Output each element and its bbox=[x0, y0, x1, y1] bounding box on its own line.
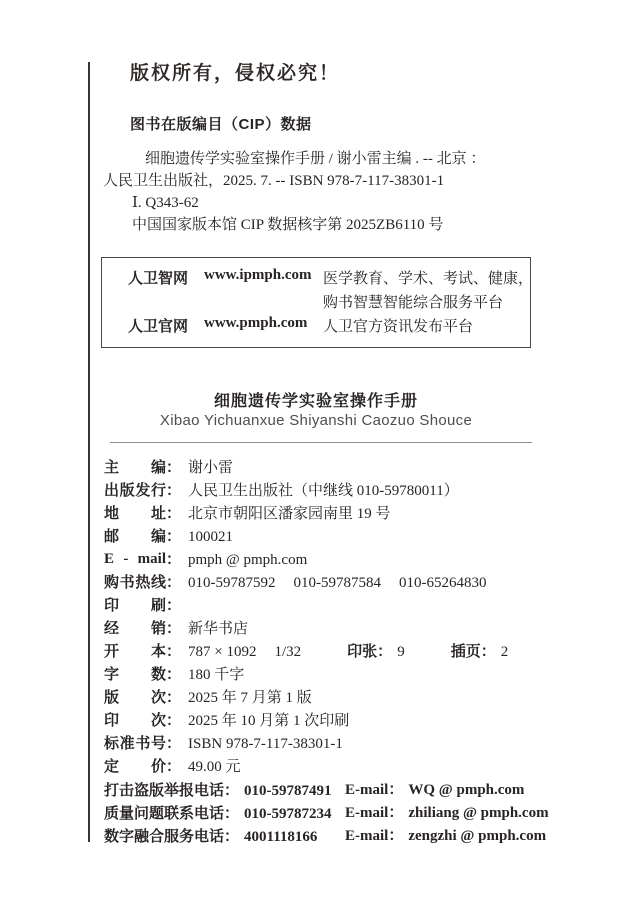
hotline-colon: ： bbox=[388, 828, 404, 844]
hotline-email-block bbox=[345, 802, 549, 825]
detail-row bbox=[104, 479, 508, 502]
hotline-phone: 010-59787491 bbox=[244, 783, 332, 799]
hotline-email-address: WQ @ pmph.com bbox=[408, 782, 525, 798]
detail-row bbox=[104, 594, 508, 617]
detail-value: 1/32 bbox=[274, 644, 302, 660]
detail-value: 北京市朝阳区潘家园南里 19 号 bbox=[188, 506, 391, 522]
detail-value: 2025 年 10 月第 1 次印刷 bbox=[188, 713, 350, 729]
detail-label: 版次 bbox=[104, 689, 166, 706]
detail-value: 2025 年 7 月第 1 版 bbox=[188, 690, 312, 706]
hotline-colon: ： bbox=[388, 805, 404, 821]
hotline-list bbox=[104, 779, 549, 848]
detail-extra-value: 9 bbox=[397, 644, 405, 660]
platform-box-line bbox=[102, 291, 530, 313]
detail-colon: ： bbox=[166, 459, 182, 476]
cip-line: 人民卫生出版社，2025. 7. -- ISBN 978-7-117-38301-1 bbox=[103, 173, 445, 189]
platform-name: 人卫智网 bbox=[128, 270, 189, 287]
cip-line: Ⅰ. Q343-62 bbox=[132, 195, 199, 211]
detail-value: 010-65264830 bbox=[399, 575, 487, 591]
copyright-notice: 版权所有，侵权必究！ bbox=[130, 63, 341, 84]
detail-colon: ： bbox=[166, 620, 182, 637]
hotline-phone: 4001118166 bbox=[244, 829, 318, 845]
detail-row bbox=[104, 732, 508, 755]
detail-value: 787 × 1092 bbox=[188, 644, 257, 660]
detail-colon: ： bbox=[166, 505, 182, 522]
book-title-zh: 细胞遗传学实验室操作手册 bbox=[213, 393, 418, 410]
hotline-colon: ： bbox=[388, 782, 404, 798]
detail-row bbox=[104, 640, 508, 663]
platform-url: www.pmph.com bbox=[204, 315, 308, 331]
detail-colon: ： bbox=[166, 689, 182, 706]
detail-label: 地址 bbox=[104, 505, 166, 522]
detail-colon: ： bbox=[166, 482, 182, 499]
detail-colon: ： bbox=[166, 643, 182, 660]
detail-value: 人民卫生出版社（中继线 010-59780011） bbox=[188, 483, 459, 499]
detail-label: 经销 bbox=[104, 620, 166, 637]
platform-box-line bbox=[102, 315, 530, 337]
hotline-email-label: E-mail bbox=[345, 828, 389, 844]
detail-label: 标准书号 bbox=[104, 735, 166, 752]
detail-label: 出版发行 bbox=[104, 482, 166, 499]
detail-row bbox=[104, 502, 508, 525]
detail-value: ISBN 978-7-117-38301-1 bbox=[188, 736, 343, 752]
detail-extra bbox=[451, 643, 509, 660]
detail-label: 邮编 bbox=[104, 528, 166, 545]
detail-row bbox=[104, 525, 508, 548]
detail-label: 印次 bbox=[104, 712, 166, 729]
detail-extra-value: 2 bbox=[500, 644, 509, 660]
detail-colon: ： bbox=[480, 643, 496, 660]
hotline-email-label: E-mail bbox=[345, 805, 389, 821]
detail-row bbox=[104, 755, 508, 778]
hotline-phone: 010-59787234 bbox=[244, 806, 332, 822]
detail-row bbox=[104, 617, 508, 640]
detail-row bbox=[104, 663, 508, 686]
detail-extra-label: 印张 bbox=[347, 643, 378, 660]
hotline-row bbox=[104, 825, 547, 848]
hotline-email-block bbox=[345, 825, 546, 848]
detail-colon: ： bbox=[377, 643, 393, 660]
platform-description: 购书智慧智能综合服务平台 bbox=[323, 294, 504, 311]
horizontal-divider bbox=[110, 442, 532, 443]
platform-info-box bbox=[101, 257, 534, 348]
hotline-label: 数字融合服务电话 bbox=[104, 828, 225, 845]
left-vertical-rule bbox=[88, 62, 90, 842]
cip-line: 中国国家版本馆 CIP 数据核字第 2025ZB6110 号 bbox=[132, 217, 444, 233]
detail-colon: ： bbox=[166, 666, 182, 683]
hotline-row bbox=[104, 779, 525, 802]
cip-data-block bbox=[103, 148, 551, 236]
hotline-label: 打击盗版举报电话 bbox=[104, 782, 225, 799]
cip-heading: 图书在版编目（CIP）数据 bbox=[130, 116, 312, 133]
detail-value: 010-59787592 bbox=[188, 575, 276, 591]
detail-value: 100021 bbox=[188, 529, 234, 545]
detail-colon: ： bbox=[166, 735, 182, 752]
detail-value: 180 千字 bbox=[188, 667, 245, 683]
publication-details-list bbox=[104, 456, 508, 778]
detail-row bbox=[104, 686, 508, 709]
platform-description: 医学教育、学术、考试、健康， bbox=[323, 270, 534, 287]
hotline-row bbox=[104, 802, 549, 825]
detail-extra bbox=[347, 643, 405, 660]
detail-value: pmph @ pmph.com bbox=[188, 552, 308, 568]
hotline-colon: ： bbox=[224, 782, 240, 799]
detail-value: 谢小雷 bbox=[188, 460, 234, 476]
detail-label: 购书热线 bbox=[104, 574, 166, 591]
detail-colon: ： bbox=[166, 712, 182, 729]
detail-row bbox=[104, 456, 508, 479]
detail-label: 印刷 bbox=[104, 597, 166, 614]
detail-label: 字数 bbox=[104, 666, 166, 683]
detail-colon: ： bbox=[166, 574, 182, 591]
hotline-colon: ： bbox=[224, 828, 240, 845]
detail-colon: ： bbox=[166, 597, 182, 614]
detail-row bbox=[104, 709, 508, 732]
platform-box-line bbox=[102, 267, 534, 289]
hotline-colon: ： bbox=[224, 805, 240, 822]
hotline-label: 质量问题联系电话 bbox=[104, 805, 225, 822]
detail-colon: ： bbox=[166, 758, 182, 775]
detail-label: E - mail bbox=[104, 551, 166, 567]
hotline-email-address: zengzhi @ pmph.com bbox=[408, 828, 547, 844]
hotline-email-label: E-mail bbox=[345, 782, 389, 798]
hotline-email-block bbox=[345, 779, 524, 802]
detail-row bbox=[104, 548, 508, 571]
detail-colon: ： bbox=[166, 528, 182, 545]
detail-extra-label: 插页 bbox=[450, 643, 481, 660]
detail-label: 定价 bbox=[104, 758, 166, 775]
book-title-pinyin: Xibao Yichuanxue Shiyanshi Caozuo Shouce bbox=[159, 412, 473, 429]
detail-label: 开本 bbox=[104, 643, 166, 660]
platform-name: 人卫官网 bbox=[128, 318, 189, 335]
cip-line: 细胞遗传学实验室操作手册 / 谢小雷主编 . -- 北京 ： bbox=[145, 151, 486, 167]
detail-value: 新华书店 bbox=[188, 621, 249, 637]
detail-colon: ： bbox=[166, 551, 182, 568]
hotline-email-address: zhiliang @ pmph.com bbox=[408, 805, 549, 821]
platform-description: 人卫官方资讯发布平台 bbox=[323, 318, 474, 335]
detail-value: 49.00 元 bbox=[188, 759, 241, 775]
detail-row bbox=[104, 571, 508, 594]
platform-url: www.ipmph.com bbox=[204, 267, 312, 283]
detail-value: 010-59787584 bbox=[293, 575, 382, 591]
detail-label: 主编 bbox=[104, 459, 166, 476]
